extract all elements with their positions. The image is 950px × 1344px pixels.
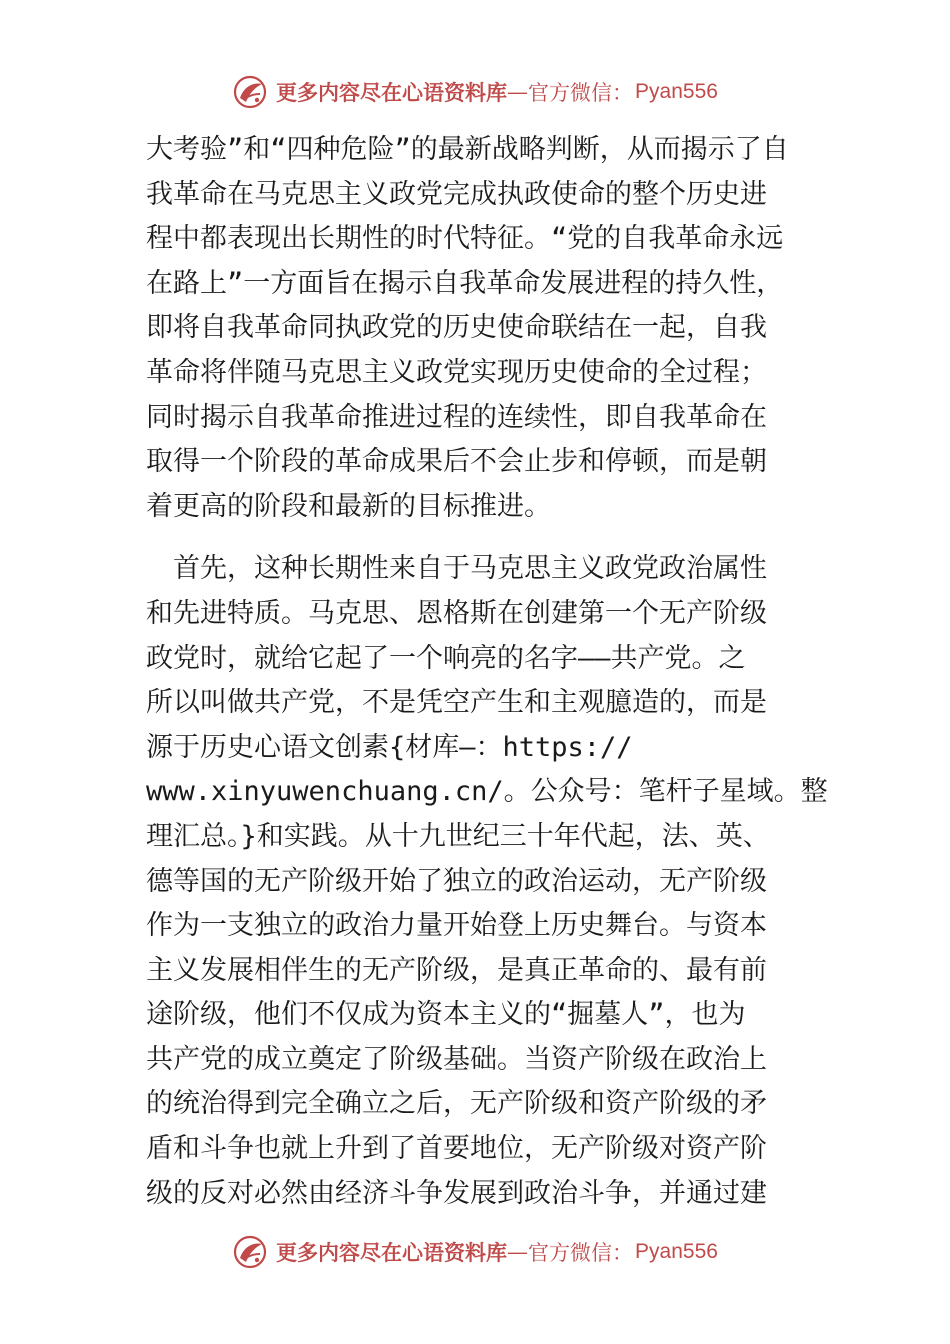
text-line: 源于历史心语文创素{材库—：https:// — [146, 731, 633, 763]
text-line: 程中都表现出长期性的时代特征。“党的自我革命永远 — [146, 223, 784, 255]
text-line: 在路上”一方面旨在揭示自我革命发展进程的持久性， — [146, 267, 784, 299]
text-line: 大考验”和“四种危险”的最新战略判断，从而揭示了自 — [146, 134, 789, 165]
text-line: 取得一个阶段的革命成果后不会止步和停顿，而是朝 — [146, 446, 767, 478]
text-line: www.xinyuwenchuang.cn/。公众号：笔杆子星域。整 — [146, 776, 828, 808]
text-line: 同时揭示自我革命推进过程的连续性，即自我革命在 — [146, 401, 767, 433]
text-line: 和先进特质。马克思、恩格斯在创建第一个无产阶级 — [146, 597, 767, 629]
text-line: 即将自我革命同执政党的历史使命联结在一起，自我 — [146, 312, 767, 344]
brand-logo-icon — [232, 1234, 268, 1270]
brand-logo-icon — [232, 74, 268, 110]
header-wechat-label: 官方微信： — [528, 81, 634, 105]
paragraph-1 — [146, 128, 818, 529]
text-line: 共产党的成立奠定了阶级基础。当资产阶级在政治上 — [146, 1043, 767, 1075]
footer-site-name: 更多内容尽在心语资料库 — [276, 1240, 508, 1265]
header-banner — [0, 72, 950, 112]
header-wechat-account: Pyan556 — [635, 80, 718, 103]
text-line: 理汇总。}和实践。从十九世纪三十年代起，法、英、 — [146, 820, 770, 852]
text-line: 德等国的无产阶级开始了独立的政治运动，无产阶级 — [146, 865, 767, 897]
footer-wechat-account: Pyan556 — [635, 1240, 718, 1263]
footer-banner — [0, 1232, 950, 1272]
footer-wechat-label: 官方微信： — [528, 1241, 634, 1265]
text-line: 着更高的阶段和最新的目标推进。 — [146, 490, 551, 522]
footer-separator: — — [507, 1240, 529, 1264]
text-line: 所以叫做共产党，不是凭空产生和主观臆造的，而是 — [146, 687, 767, 719]
header-separator: — — [507, 80, 529, 104]
text-line: 主义发展相伴生的无产阶级，是真正革命的、最有前 — [146, 954, 767, 986]
text-line: 首先，这种长期性来自于马克思主义政党政治属性 — [146, 553, 767, 585]
document-body — [146, 128, 828, 1216]
text-line: 政党时，就给它起了一个响亮的名字——共产党。之 — [146, 642, 746, 674]
paragraph-gap — [146, 529, 818, 547]
text-line: 级的反对必然由经济斗争发展到政治斗争，并通过建 — [146, 1177, 767, 1209]
text-line: 的统治得到完全确立之后，无产阶级和资产阶级的矛 — [146, 1088, 767, 1120]
text-line: 途阶级，他们不仅成为资本主义的“掘墓人”，也为 — [146, 999, 746, 1031]
text-line: 盾和斗争也就上升到了首要地位，无产阶级对资产阶 — [146, 1133, 767, 1165]
text-line: 革命将伴随马克思主义政党实现历史使命的全过程； — [146, 356, 767, 388]
text-line: 我革命在马克思主义政党完成执政使命的整个历史进 — [146, 178, 767, 210]
paragraph-2 — [146, 547, 828, 1216]
header-site-name: 更多内容尽在心语资料库 — [276, 80, 508, 105]
text-line: 作为一支独立的政治力量开始登上历史舞台。与资本 — [146, 910, 767, 942]
